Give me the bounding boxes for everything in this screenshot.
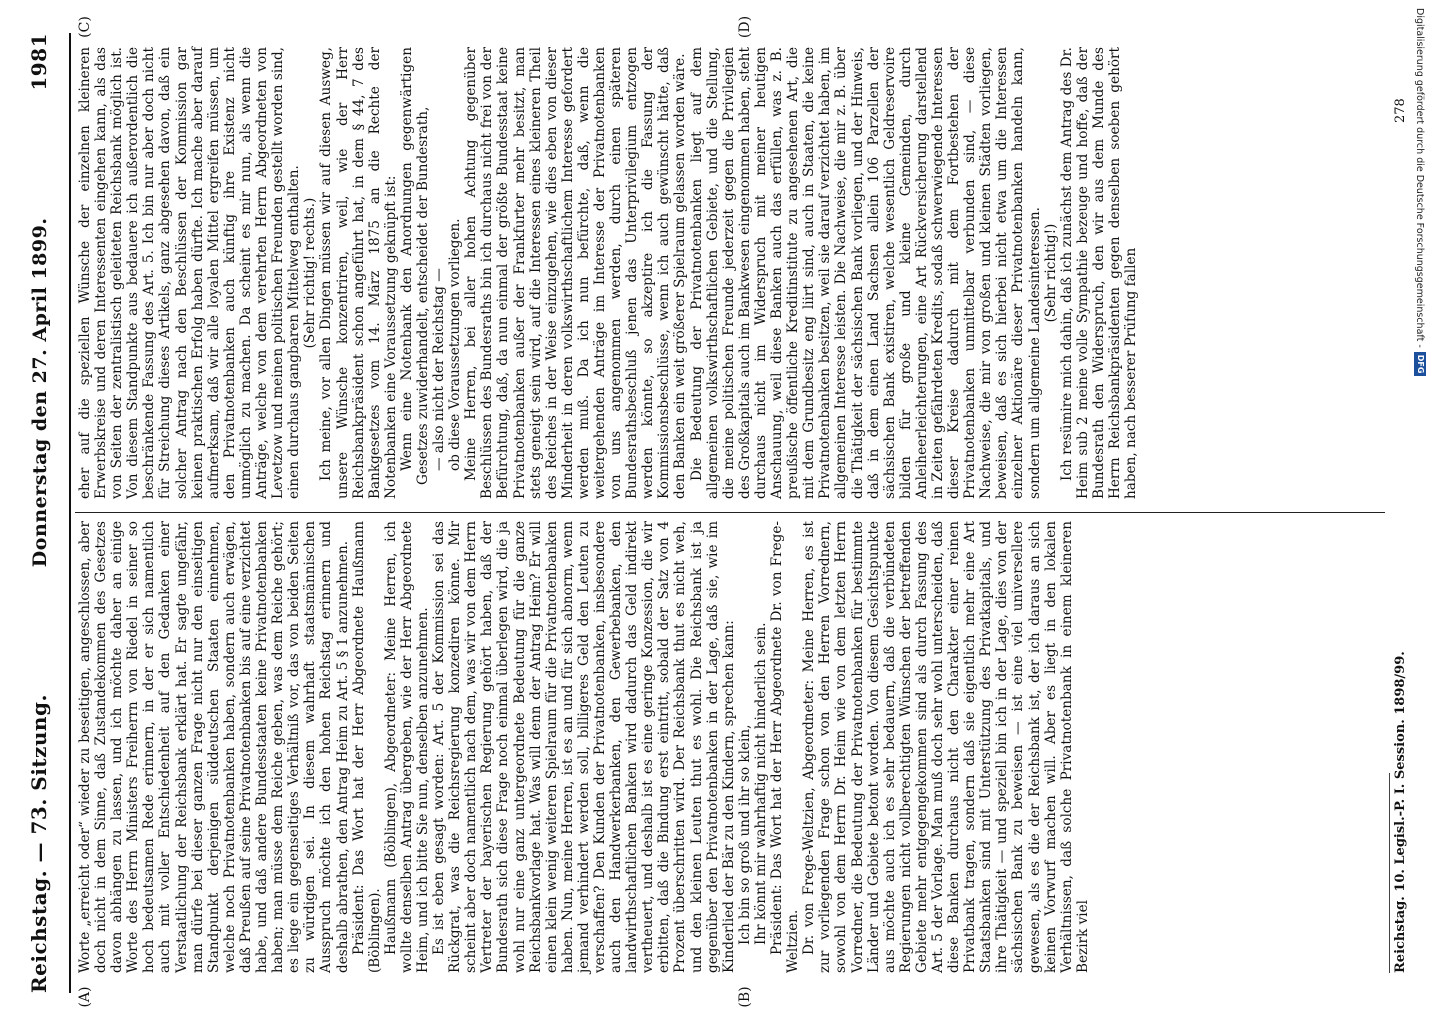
paragraph: Haußmann (Böblingen), Abgeordneter: Meine Herren, ich wollte denselben Antrag übergeben, wie der Herr Abgeordnete Heim, und ich bitte Sie nun, denselben anzunehmen. [382, 521, 431, 973]
paragraph: Es ist eben gesagt worden: Art. 5 der Kommission sei das Rückgrat, was die Reichsregierung konzediren könne. Mir scheint aber doch namentlich nach dem, was wir von dem Herrn Vertreter der bayerischen Regierung gehört haben, daß der Bundesrath sich diese Frage noch einmal überlegen wird, die ja wohl nur eine ganz untergeordnete Bedeutung für die ganze Reichsbankvorlage hat. Was will denn der Antrag Heim? Er will einen klein wenig weiteren Spielraum für die Privatnotenbanken haben. Nun, meine Herren, ist es an und für sich abnorm, wenn jemand verhindert werden soll, billigeres Geld den Leuten zu verschaffen? Den Kunden der Privatnotenbanken, insbesondere auch den Handwerkerbanken, den Gewerbebanken, den landwirthschaftlichen Banken wird dadurch das Geld indirekt vertheuert, und deshalb ist es eine geringe Konzession, die wir erbitten, daß die Bindung erst eintritt, sobald der Satz von 4 Prozent überschritten wird. Der Reichsbank thut es nicht weh, und den kleinen Leuten thut es wohl. Die Reichsbank ist ja gegenüber den Privatnotenbanken in der Lage, daß sie, wie im Kinderlied der Bär zu den Kindern, sprechen kann: [431, 521, 737, 973]
running-head [27, 33, 67, 993]
paragraph: Präsident: Das Wort hat der Herr Abgeordnete Haußmann (Böblingen). [350, 521, 383, 973]
left-column [77, 521, 1377, 973]
margin-letter-d: (D) [737, 15, 753, 39]
newspaper-page [17, 15, 1417, 1008]
paragraph: Präsident: Das Wort hat der Herr Abgeordnete Dr. von Frege-Weltzien. [769, 521, 802, 973]
running-head-date: Donnerstag den 27. April 1899. [29, 217, 51, 568]
paragraph: Meine Herren, bei aller hohen Achtung gegenüber Beschlüssen des Bundesraths bin ich durchaus nicht frei von der Befürchtung, daß, da nun einmal der größte Bundesstaat keine Privatnotenbanken außer der Frankfurter mehr besitzt, man stets geneigt sein wird, auf die Interessen eines kleineren Theil des Reiches in der Weise einzugehen, wie dies eben von dieser Minderheit in deren volkswirthschaftlichem Interesse gefordert werden muß. Da ich nun befürchte, daß, wenn die weitergehenden Anträge im Interesse der Privatnotenbanken von uns angenommen werden, durch einen späteren Bundesrathsbeschluß jenen das Unterprivilegium entzogen werden könnte, so akzeptire ich die Fassung der Kommissionsbeschlüsse, wenn ich auch gewünscht hätte, daß den Banken ein weit größerer Spielraum gelassen worden wäre. [463, 47, 689, 499]
law-quote: ob diese Voraussetzungen vorliegen. [447, 218, 464, 471]
page-number: 1981 [27, 33, 51, 91]
paragraph: Dr. von Frege-Weltzien, Abgeordneter: Meine Herren, es ist zur vorliegenden Frage schon von den Herren Vorrednern, sowohl von dem Herrn Dr. Heim wie von dem letzten Herrn Vorredner, die Bedeutung der Privatnotenbanken für bestimmte Länder und Gebiete betont worden. Von diesem Gesichtspunkte aus möchte auch ich es sehr bedauern, daß die verbündeten Regierungen nicht vollberechtigten Wünschen der betreffenden Gebiete mehr entgegengekommen sind als durch Fassung des Art. 5 der Vorlage. Man muß doch sehr wohl unterscheiden, daß diese Banken durchaus nicht den Charakter einer reinen Privatbank tragen, sondern daß sie eigentlich mehr eine Art Staatsbanken sind mit Unterstützung des Privatkapitals, und ihre Thätigkeit — und speziell bin ich in der Lage, dies von der sächsischen Bank zu beweisen — ist eine viel universellere gewesen, als es die der Reichsbank ist, der ich daraus an sich keinen Vorwurf machen will. Aber es liegt in den lokalen Verhältnissen, daß solche Privatnotenbank in einem kleineren Bezirk viel [801, 521, 1091, 973]
verse-line: Ihr könnt mir wahrhaftig nicht hinderlich sein. [752, 622, 769, 945]
paragraph: eher auf die speziellen Wünsche der einzelnen kleineren Erwerbskreise und deren Interessenten eingehen kann, als das von Seiten der zentralistisch geleiteten Reichsbank möglich ist. Von diesem Standpunkte aus bedauere ich außerordentlich die beschränkende Fassung des Art. 5. Ich bin nur aber doch nicht für Streichung dieses Artikels, ganz abgesehen davon, daß ein solcher Antrag nach den Beschlüssen der Kommission gar keinen praktischen Erfolg haben dürfte. Ich mache aber darauf aufmerksam, daß wir alle loyalen Mittel ergreifen müssen, um den Privatnotenbanken auch künftig ihre Existenz nicht unmöglich zu machen. Da scheint es mir nun, als wenn die Anträge, welche von dem verehrten Herrn Abgeordneten von Levetzow und meinen politischen Freunden gestellt worden sind, einen durchaus gangbaren Mittelweg enthalten. [77, 47, 303, 499]
verse-line: Ich bin so groß und ihr so klein, [736, 724, 753, 945]
law-quote: Wenn eine Notenbank den Anordnungen gegenwärtigen Gesetzes zuwiderhandelt, entscheidet der Bundesrath, [398, 47, 431, 485]
margin-letter-c: (C) [77, 16, 93, 38]
paragraph: Worte „erreicht oder“ wieder zu beseitigen, angeschlossen, aber doch nicht in dem Sinne, daß Zustandekommen des Gesetzes davon abhängen zu lassen, und ich möchte daher an einige Worte des Herrn Ministers Freiherrn von Riedel in seiner so hoch bedeutsamen Rede erinnern, in der er sich namentlich auch mit voller Entschiedenheit auf den Gedanken einer Verstaatlichung der Reichsbank erklärt hat. Er sagte ungefähr, man dürfe bei dieser ganzen Frage nicht nur den einseitigen Standpunkt derjenigen süddeutschen Staaten einnehmen, welche noch Privatnotenbanken haben, sondern auch erwägen, daß Preußen auf seine Privatnotenbanken bis auf eine verzichtet habe, und daß andere Bundesstaaten keine Privatnotenbanken haben; man müsse dem Reiche geben, was dem Reiche gehört; es liege ein gegenseitiges Verhältniß vor, das von beiden Seiten zu würdigen sei. In diesem wahrhaft staatsmännischen Ausspruch möchte ich den hohen Reichstag erinnern und deshalb abrathen, den Antrag Heim zu Art. 5 § 1 anzunehmen. [77, 521, 351, 973]
digitization-text: Digitalisierung gefördert durch die Deutsche Forschungsgemeinschaft - [1414, 8, 1426, 348]
footer-signature: Reichstag. 10. Legisl.-P. I. Session. 1898/99. [1393, 651, 1408, 973]
footer-rule [1389, 773, 1390, 973]
column-divider [75, 512, 1385, 513]
law-quote-aside: — also nicht der Reichstag — [431, 268, 448, 471]
dfg-logo: DFG [1414, 352, 1426, 377]
paragraph: Ich meine, vor allen Dingen müssen wir auf diesen Ausweg, unsere Wünsche konzentriren, weil, wie der Herr Reichsbankpräsident schon angeführt hat, in dem § 44, 7 des Bankgesetzes vom 14. März 1875 an die Rechte der Notenbanken eine Voraussetzung geknüpft ist: [318, 47, 399, 499]
header-rule [69, 33, 71, 993]
margin-letter-a: (A) [77, 986, 93, 1008]
running-head-left: Reichstag. — 73. Sitzung. [27, 694, 51, 993]
right-column [77, 47, 1377, 499]
paragraph: Ich resümire mich dahin, daß ich zunächst dem Antrag des Dr. Heim sub 2 meine volle Sympathie bezeuge und hoffe, daß der Bundesrath den Widerspruch, den wir aus dem Munde des Herrn Reichsbankpräsidenten gegen denselben soeben gehört haben, nach besserer Prüfung fallen [1058, 47, 1140, 499]
margin-letter-b: (B) [737, 986, 753, 1008]
paragraph: Die Bedeutung der Privatnotenbanken liegt auf dem allgemeinen volkswirthschaftlichen Gebiete, und die Stellung, die meine politischen Freunde jederzeit gegen die Privilegien des Großkapitals auch im Bankwesen eingenommen haben, steht durchaus nicht im Widerspruch mit meiner heutigen Anschauung, weil diese Banken auch das erfüllen, was z. B. preußische öffentliche Kreditinstitute zu angesehenen Art, die mit dem Grundbesitz eng liirt sind, auch in Staaten, die keine Privatnotenbanken besitzen, weil sie darauf verzichtet haben, im allgemeinen Interesse leisten. Die Nachweise, die mir z. B. über die Thätigkeit der sächsischen Bank vorliegen, und der Hinweis, daß in dem einen Land Sachsen allein 106 Parzellen der sächsischen Bank existiren, welche wesentlich Geldreservoire bilden für große und kleine Gemeinden, durch Anleiheerleichterungen, eine Art Rückversicherung darstellend in Zeiten gefährdeten Kredits, sodaß schwerwiegende Interessen dieser Kreise dadurch mit dem Fortbestehen der Privatnotenbanken unmittelbar verbunden sind, — diese Nachweise, die mir von großen und kleinen Städten vorliegen, beweisen, daß es sich hierbei nicht etwa um die Interessen einzelner Aktionäre dieser Privatnotenbanken handeln kann, sondern um allgemeine Landesinteressen. [688, 47, 1043, 499]
sheet-number: 278 [1393, 98, 1408, 123]
interjection: (Sehr richtig! rechts.) [302, 197, 319, 349]
interjection: (Sehr richtig!) [1042, 223, 1059, 323]
